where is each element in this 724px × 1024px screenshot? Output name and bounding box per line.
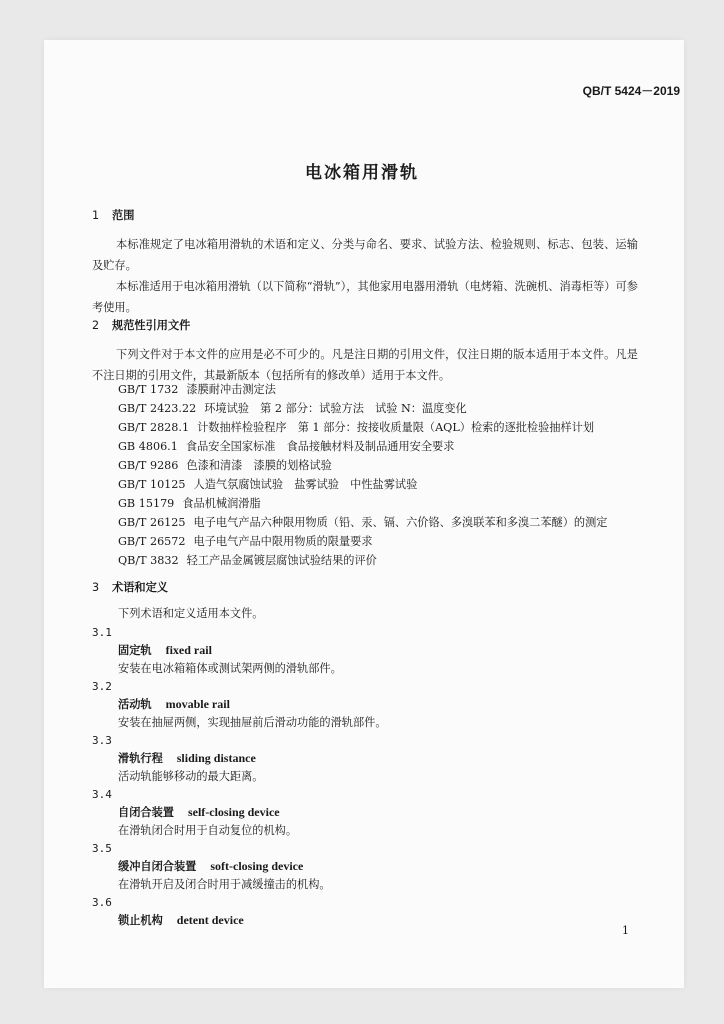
term-number: 3.6 [92, 896, 112, 909]
section-2-heading [92, 318, 190, 333]
term-chinese: 自闭合装置 [118, 806, 174, 819]
reference-item [118, 515, 608, 530]
term-english: fixed rail [165, 643, 212, 657]
section-number: 3 [92, 581, 100, 594]
reference-title: 电子电气产品中限用物质的限量要求 [193, 535, 373, 548]
term-definition: 在滑轨开启及闭合时用于减缓撞击的机构。 [118, 878, 331, 891]
term-number: 3.4 [92, 788, 112, 801]
term-entry [118, 697, 230, 712]
reference-title: 食品机械润滑脂 [182, 497, 261, 510]
reference-item [118, 420, 594, 435]
paragraph: 本标准规定了电冰箱用滑轨的术语和定义、分类与命名、要求、试验方法、检验规则、标志、包装、运输及贮存。 [92, 238, 638, 272]
reference-item [118, 496, 261, 511]
reference-item [118, 458, 332, 473]
reference-code: GB/T 26572 [118, 535, 186, 548]
term-entry [118, 859, 303, 874]
section-title: 规范性引用文件 [112, 319, 191, 332]
paragraph: 本标准适用于电冰箱用滑轨（以下简称“滑轨”），其他家用电器用滑轨（电烤箱、洗碗机、消毒柜等）可参考使用。 [92, 280, 638, 314]
reference-title: 色漆和清漆 漆膜的划格试验 [186, 459, 332, 472]
reference-title: 食品安全国家标准 食品接触材料及制品通用安全要求 [185, 440, 455, 453]
term-definition: 活动轨能够移动的最大距离。 [118, 770, 264, 783]
reference-title: 计数抽样检验程序 第 1 部分：按接收质量限（AQL）检索的逐批检验抽样计划 [197, 421, 595, 434]
term-chinese: 滑轨行程 [118, 752, 163, 765]
term-definition: 在滑轨闭合时用于自动复位的机构。 [118, 824, 298, 837]
standard-number: QB/T 5424－2019 [582, 84, 680, 98]
section-title: 术语和定义 [112, 581, 168, 594]
reference-code: GB/T 9286 [118, 459, 179, 472]
term-english: self-closing device [187, 805, 280, 819]
term-definition: 安装在电冰箱箱体或测试架两侧的滑轨部件。 [118, 662, 342, 675]
term-number: 3.1 [92, 626, 112, 639]
term-number: 3.3 [92, 734, 112, 747]
reference-code: GB/T 26125 [118, 516, 186, 529]
reference-code: GB 4806.1 [118, 440, 178, 453]
reference-title: 人造气氛腐蚀试验 盐雾试验 中性盐雾试验 [193, 478, 418, 491]
reference-item [118, 534, 373, 549]
reference-item [118, 439, 454, 454]
term-chinese: 缓冲自闭合装置 [118, 860, 197, 873]
term-number: 3.5 [92, 842, 112, 855]
reference-item [118, 553, 377, 568]
reference-item [118, 401, 467, 416]
term-number: 3.2 [92, 680, 112, 693]
term-chinese: 活动轨 [118, 698, 152, 711]
reference-item [118, 477, 417, 492]
paragraph: 下列文件对于本文件的应用是必不可少的。凡是注日期的引用文件，仅注日期的版本适用于本文件。凡是不注日期的引用文件，其最新版本（包括所有的修改单）适用于本文件。 [92, 348, 638, 382]
section-number: 2 [92, 319, 100, 332]
reference-code: GB/T 2828.1 [118, 421, 190, 434]
reference-code: GB/T 1732 [118, 383, 179, 396]
section-title: 范围 [112, 209, 135, 222]
reference-code: GB 15179 [118, 497, 175, 510]
term-english: movable rail [165, 697, 230, 711]
reference-title: 轻工产品金属镀层腐蚀试验结果的评价 [186, 554, 377, 567]
term-english: sliding distance [176, 751, 256, 765]
reference-title: 环境试验 第 2 部分：试验方法 试验 N：温度变化 [204, 402, 467, 415]
reference-code: GB/T 10125 [118, 478, 186, 491]
term-definition: 安装在抽屉两侧，实现抽屉前后滑动功能的滑轨部件。 [118, 716, 387, 729]
section-number: 1 [92, 209, 100, 222]
term-entry [118, 751, 256, 766]
paragraph: 下列术语和定义适用本文件。 [118, 607, 264, 620]
term-english: soft-closing device [210, 859, 304, 873]
term-chinese: 固定轨 [118, 644, 152, 657]
reference-title: 电子电气产品六种限用物质（铅、汞、镉、六价铬、多溴联苯和多溴二苯醚）的测定 [193, 516, 608, 529]
term-entry [118, 643, 212, 658]
reference-code: QB/T 3832 [118, 554, 179, 567]
section-1-heading [92, 208, 134, 223]
document-title: 电冰箱用滑轨 [305, 163, 419, 183]
page-number: 1 [622, 924, 629, 937]
term-entry [118, 805, 280, 820]
section-3-heading [92, 580, 168, 595]
term-entry [118, 913, 244, 928]
term-chinese: 锁止机构 [118, 914, 163, 927]
reference-title: 漆膜耐冲击测定法 [186, 383, 276, 396]
reference-item [118, 382, 276, 397]
term-english: detent device [176, 913, 244, 927]
reference-code: GB/T 2423.22 [118, 402, 197, 415]
